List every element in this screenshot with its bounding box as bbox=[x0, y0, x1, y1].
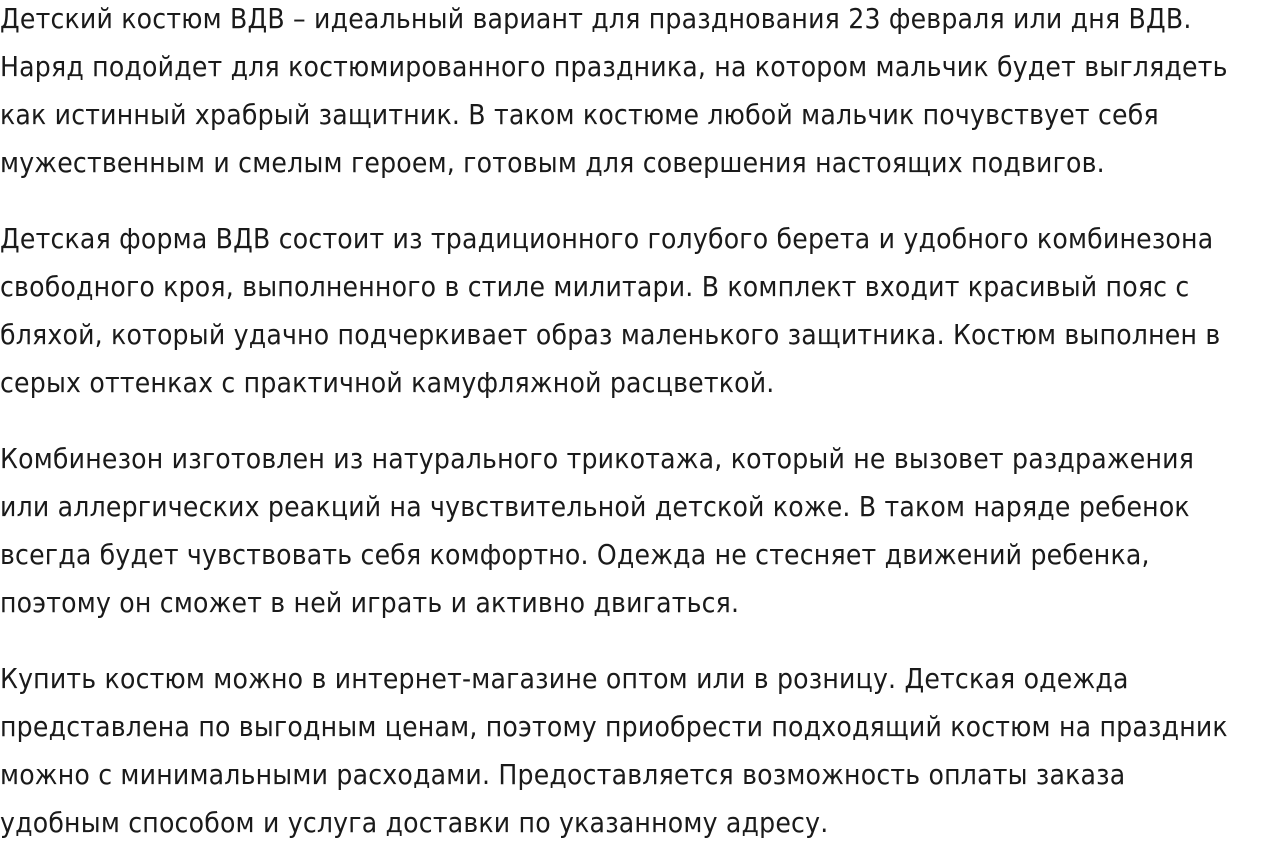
text-line: бляхой, который удачно подчеркивает образ маленького защитника. Костюм выполнен в bbox=[0, 318, 1221, 351]
paragraph bbox=[0, 435, 1270, 627]
text-line: серых оттенках с практичной камуфляжной расцветкой. bbox=[0, 366, 775, 399]
text-line: поэтому он сможет в ней играть и активно двигаться. bbox=[0, 586, 740, 619]
text-line: или аллергических реакций на чувствительной детской коже. В таком наряде ребенок bbox=[0, 490, 1190, 523]
paragraph bbox=[0, 655, 1270, 847]
text-line: мужественным и смелым героем, готовым для совершения настоящих подвигов. bbox=[0, 146, 1105, 179]
text-line: удобным способом и услуга доставки по указанному адресу. bbox=[0, 806, 829, 839]
text-line: Комбинезон изготовлен из натурального трикотажа, который не вызовет раздражения bbox=[0, 442, 1195, 475]
paragraph bbox=[0, 0, 1270, 187]
text-line: как истинный храбрый защитник. В таком костюме любой мальчик почувствует себя bbox=[0, 98, 1159, 131]
text-line: свободного кроя, выполненного в стиле милитари. В комплект входит красивый пояс с bbox=[0, 270, 1190, 303]
paragraph bbox=[0, 215, 1270, 407]
text-line: Детский костюм ВДВ – идеальный вариант для празднования 23 февраля или дня ВДВ. bbox=[0, 2, 1192, 35]
text-line: всегда будет чувствовать себя комфортно. Одежда не стесняет движений ребенка, bbox=[0, 538, 1150, 571]
text-line: можно с минимальными расходами. Предоставляется возможность оплаты заказа bbox=[0, 758, 1126, 791]
text-line: Купить костюм можно в интернет-магазине оптом или в розницу. Детская одежда bbox=[0, 662, 1129, 695]
text-line: Наряд подойдет для костюмированного праздника, на котором мальчик будет выглядеть bbox=[0, 50, 1228, 83]
text-line: представлена по выгодным ценам, поэтому приобрести подходящий костюм на праздник bbox=[0, 710, 1228, 743]
text-line: Детская форма ВДВ состоит из традиционного голубого берета и удобного комбинезона bbox=[0, 222, 1214, 255]
